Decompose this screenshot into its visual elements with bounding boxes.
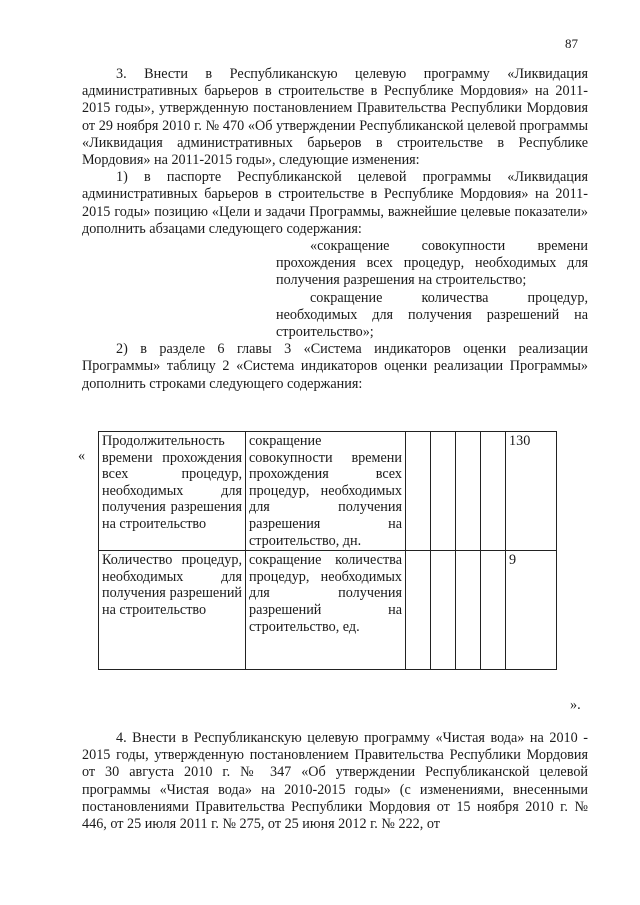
table-cell-empty <box>406 432 431 551</box>
item-2: 2) в разделе 6 главы 3 «Система индикаторов оценки реализации Программы» таблицу 2 «Система индикаторов оценки реализации Программы» дополнить строками следующего содержания: <box>82 341 588 392</box>
body-text-top <box>82 66 588 393</box>
table-row <box>99 551 557 670</box>
table-cell-empty <box>406 551 431 670</box>
table-cell-value: 130 <box>506 432 557 551</box>
table-cell-value: 9 <box>506 551 557 670</box>
table-cell-empty <box>481 551 506 670</box>
item-1: 1) в паспорте Республиканской целевой программы «Ликвидация административных барьеров в строительстве в Республике Мордовия» на 2011-2015 годы» позицию «Цели и задачи Программы, важнейшие целевые показатели» дополнить абзацами следующего содержания: <box>82 169 588 237</box>
table-row <box>99 432 557 551</box>
table-cell-empty <box>481 432 506 551</box>
inserted-paragraph-2: сокращение количества процедур, необходимых для получения разрешений на строительство»; <box>276 289 588 341</box>
table-cell-empty <box>431 551 456 670</box>
inserted-paragraphs <box>276 238 588 341</box>
table-cell-indicator: Количество процедур, необходимых для получения разрешений на строительство <box>99 551 246 670</box>
table-cell-indicator: Продолжительность времени прохождения всех процедур, необходимых для получения разрешения на строительство <box>99 432 246 551</box>
paragraph-3: 3. Внести в Республиканскую целевую программу «Ликвидация административных барьеров в строительстве в Республике Мордовия» на 2011-2015 годы», утвержденную постановлением Правительства Республики Мордовия от 29 ноября 2010 г. № 470 «Об утверждении Республиканской целевой программы «Ликвидация административных барьеров в строительстве в Республике Мордовия» на 2011-2015 годы», следующие изменения: <box>82 66 588 169</box>
table-cell-empty <box>456 551 481 670</box>
indicators-table <box>98 431 557 670</box>
opening-quote: « <box>78 448 86 464</box>
table-cell-description: сокращение совокупности времени прохождения всех процедур, необходимых для получения разрешения на строительство, дн. <box>246 432 406 551</box>
table-cell-description: сокращение количества процедур, необходимых для получения разрешений на строительство, ед. <box>246 551 406 670</box>
paragraph-4: 4. Внести в Республиканскую целевую программу «Чистая вода» на 2010 - 2015 годы, утвержденную постановлением Правительства Республики Мордовия от 30 августа 2010 г. № 347 «Об утверждении Республиканской целевой программы «Чистая вода» на 2010-2015 годы» (с изменениями, внесенными постановлениями Правительства Республики Мордовия от 15 ноября 2010 г. № 446, от 25 июля 2011 г. № 275, от 25 июня 2012 г. № 222, от <box>82 730 588 833</box>
table-cell-empty <box>456 432 481 551</box>
inserted-paragraph-1: «сокращение совокупности времени прохождения всех процедур, необходимых для получения разрешения на строительство; <box>276 238 588 289</box>
body-text-bottom <box>82 730 588 833</box>
table-cell-empty <box>431 432 456 551</box>
page-number: 87 <box>565 36 578 51</box>
closing-quote: ». <box>570 697 581 713</box>
